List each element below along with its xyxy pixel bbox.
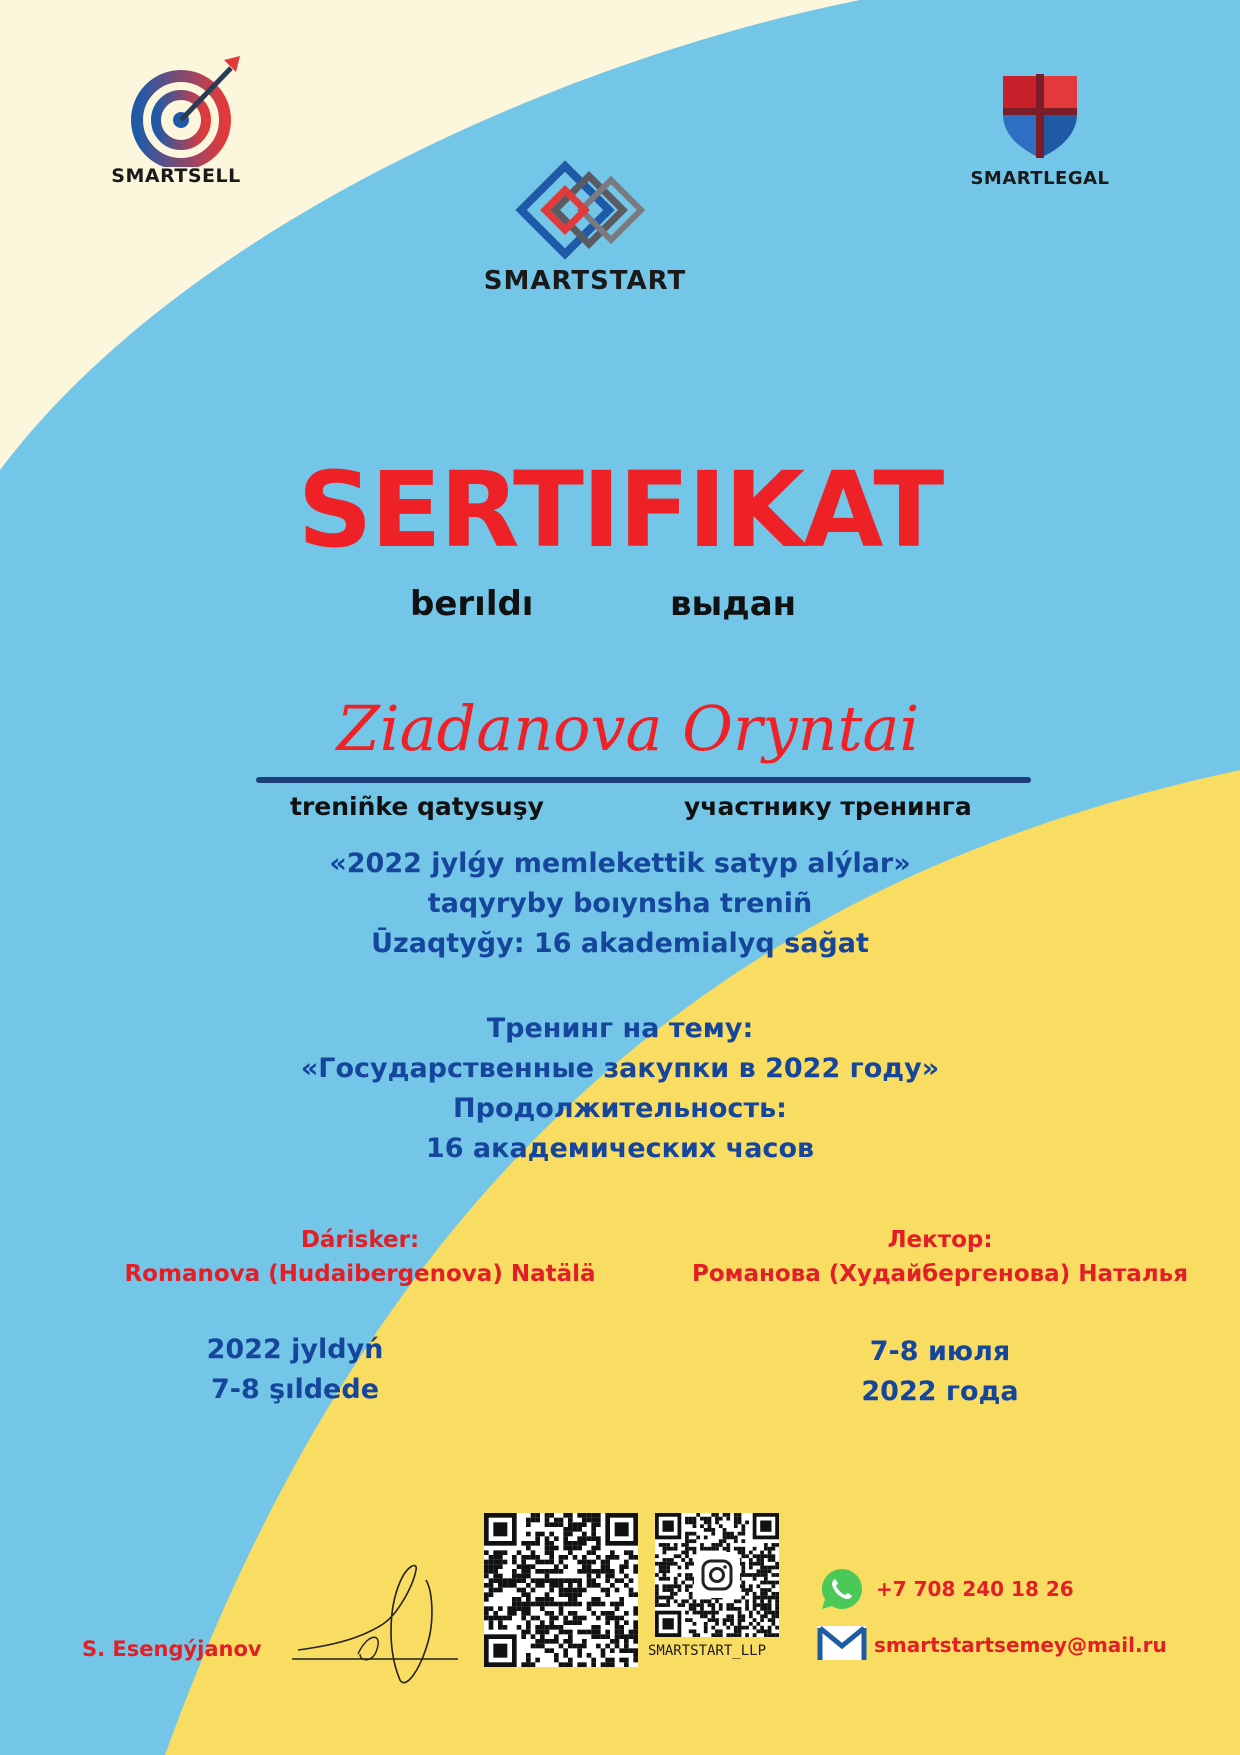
shield-logo-icon: [999, 70, 1081, 160]
issued-ru: выдан: [670, 584, 797, 624]
participant-ru: участнику тренинга: [684, 792, 972, 821]
date-ru: [790, 1332, 1090, 1412]
training-topic-kz: «2022 jylǵy memlekettik satyp alýlar»: [329, 848, 911, 879]
smartstart-label: SMARTSTART: [483, 266, 687, 296]
lecturer-kz: [80, 1223, 640, 1291]
date-ru-line1: 7-8 июля: [869, 1336, 1011, 1367]
signer-name: S. Esengýjanov: [82, 1637, 262, 1661]
training-description-ru: [0, 1009, 1240, 1169]
training-subtitle-kz: taqyryby boıynsha treniñ: [427, 888, 813, 919]
training-duration-kz: Ūzaqtyğy: 16 akademialyq sağat: [371, 928, 869, 959]
instagram-icon: [694, 1552, 740, 1598]
mail-icon: [816, 1622, 868, 1662]
issued-kz: berıldı: [410, 584, 534, 624]
certificate-title: SERTIFIKAT: [297, 449, 943, 571]
training-duration-ru: 16 академических часов: [425, 1133, 815, 1164]
recipient-name: Ziadanova Oryntai: [336, 692, 920, 765]
date-kz-line1: 2022 jyldyń: [206, 1334, 384, 1365]
diamond-logo-icon: [505, 160, 665, 260]
whatsapp-icon: [818, 1565, 866, 1613]
name-underline: [256, 777, 1031, 783]
lecturer-label-ru: Лектор:: [887, 1227, 993, 1253]
date-ru-line2: 2022 года: [861, 1376, 1019, 1407]
smartstart-logo: [470, 160, 700, 296]
smartsell-label: SMARTSELL: [111, 165, 241, 187]
email-address[interactable]: smartstartsemey@mail.ru: [874, 1633, 1167, 1657]
smartsell-logo: [96, 52, 256, 187]
lecturer-name-ru: Романова (Худайбергенова) Наталья: [691, 1261, 1188, 1287]
training-topic-label-ru: Тренинг на тему:: [486, 1013, 754, 1044]
lecturer-label-kz: Dárisker:: [300, 1227, 420, 1253]
qr-code: [484, 1513, 638, 1667]
lecturer-ru: [660, 1223, 1220, 1291]
participant-kz: treniñke qatysuşy: [290, 792, 544, 821]
training-description-kz: [0, 844, 1240, 964]
smartlegal-label: SMARTLEGAL: [970, 168, 1110, 189]
training-duration-label-ru: Продолжительность:: [453, 1093, 787, 1124]
training-topic-ru: «Государственные закупки в 2022 году»: [300, 1053, 940, 1084]
smartlegal-logo: [960, 70, 1120, 189]
date-kz: [145, 1330, 445, 1410]
phone-number[interactable]: +7 708 240 18 26: [876, 1577, 1074, 1601]
signature: [288, 1562, 463, 1692]
target-logo-icon: [106, 52, 246, 167]
instagram-handle: SMARTSTART_LLP: [648, 1643, 767, 1659]
lecturer-name-kz: Romanova (Hudaibergenova) Natälä: [124, 1261, 596, 1287]
date-kz-line2: 7-8 şıldede: [210, 1374, 380, 1405]
